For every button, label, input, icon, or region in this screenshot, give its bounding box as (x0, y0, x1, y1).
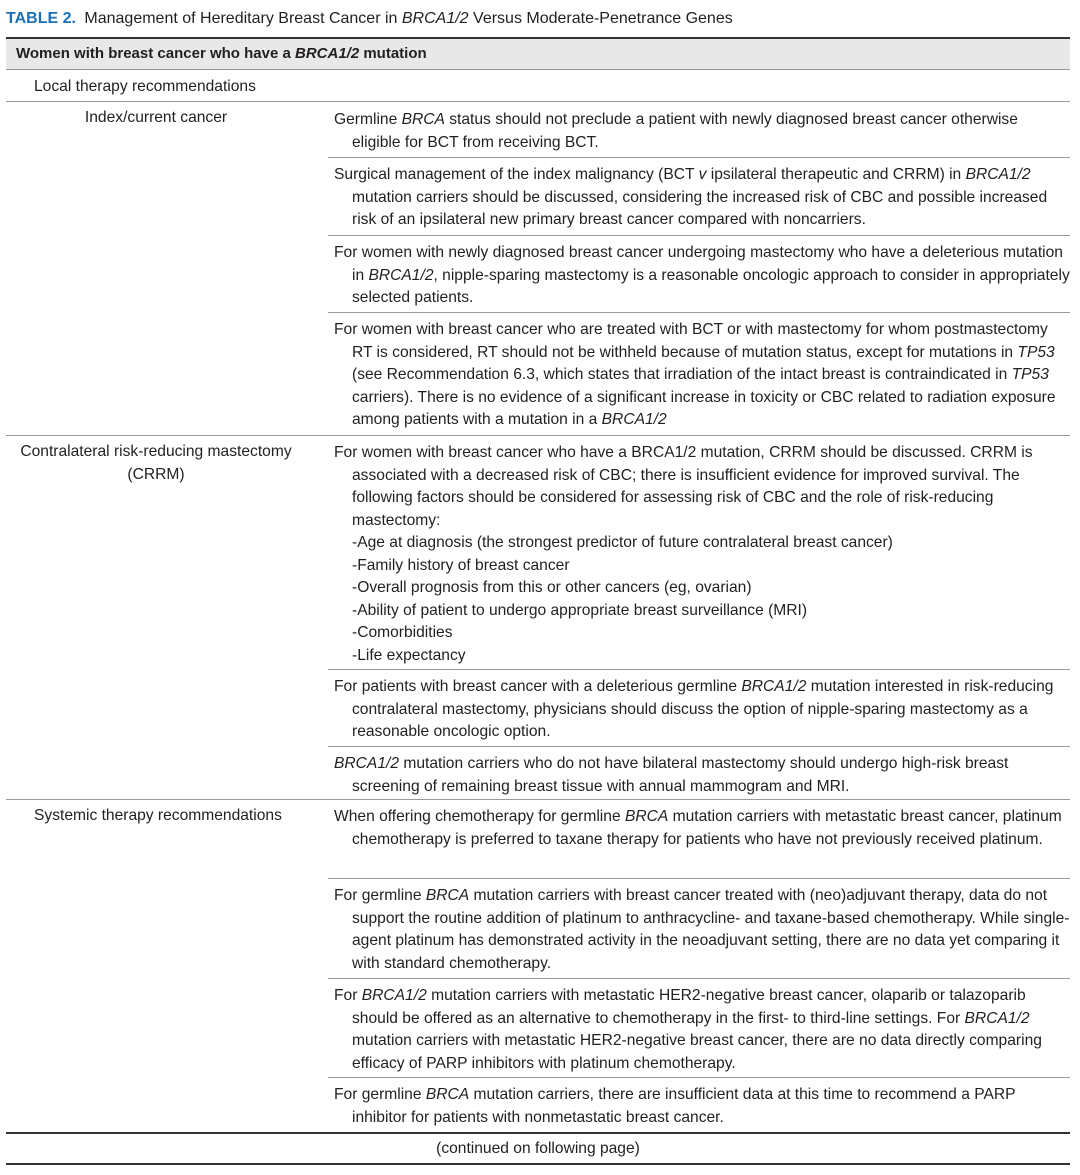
list-item: -Comorbidities (352, 624, 453, 641)
list-item: -Life expectancy (352, 646, 466, 664)
table-row-systemic (6, 800, 1070, 1132)
table-caption (6, 8, 733, 30)
recommendation-cell: For patients with breast cancer with a deleterious germline BRCA1/2 mutation interested in risk-reducing contralateral mastectomy, physicians should discuss the option of nipple-sparing mastectomy as a reasonable oncologic option. (334, 678, 1054, 740)
row-divider (328, 669, 1070, 670)
list-item: -Ability of patient to undergo appropriate breast surveillance (MRI) (352, 601, 808, 619)
recommendation-cell: BRCA1/2 mutation carriers who do not have bilateral mastectomy should undergo high-risk breast screening of remaining breast tissue with annual mammogram and MRI. (334, 755, 1009, 795)
recommendation-cell: For women with breast cancer who have a BRCA1/2 mutation, CRRM should be discussed. CRRM is associated with a decreased risk of CBC; there is insufficient evidence for improved survival. The following factors should be considered for assessing risk of CBC and the role of risk-reducing mastectomy: -Age at diagnosis (the strongest predictor of future contralateral breast cancer) -Family history of breast cancer -Overall prognosis from this or other cancers (eg, ovarian) -Ability of patient to undergo appropriate breast surveillance (MRI) -Comorbidities -Life expectancy (328, 438, 1070, 667)
section-header: Women with breast cancer who have a BRCA1/2 mutation (6, 39, 1070, 70)
page-bottom-rule (6, 1163, 1070, 1165)
table-bottom-rule (6, 1132, 1070, 1134)
recommendation-cell: For women with breast cancer who are treated with BCT or with mastectomy for whom postmastectomy RT is considered, RT should not be withheld because of mutation status, except for mutations in TP53 (see Recommendation 6.3, which states that irradiation of the intact breast is contraindicated in TP53 carriers). There is no evidence of a significant increase in toxicity or CBC related to radiation exposure among patients with a mutation in a BRCA1/2 (334, 321, 1056, 428)
local-therapy-label: Local therapy recommendations (34, 78, 256, 95)
recommendation-cell: For germline BRCA mutation carriers with breast cancer treated with (neo)adjuvant therapy, data do not support the routine addition of platinum to anthracycline- and taxane-based chemotherapy. While single-agent platinum has demonstrated activity in the neoadjuvant setting, there are no data yet comparing it with standard chemotherapy. (334, 887, 1070, 972)
row-divider (328, 157, 1070, 158)
table-label: TABLE 2. (6, 10, 76, 27)
factor-list (334, 532, 1070, 667)
table-row-crrm (6, 436, 1070, 798)
row-label-crrm: Contralateral risk-reducing mastectomy (CRRM) (20, 443, 292, 483)
row-divider (328, 1077, 1070, 1078)
local-therapy-heading (6, 70, 1070, 102)
row-label-systemic: Systemic therapy recommendations (34, 807, 282, 824)
recommendation-cell: For germline BRCA mutation carriers, there are insufficient data at this time to recommend a PARP inhibitor for patients with nonmetastatic breast cancer. (334, 1086, 1016, 1126)
recommendation-cell: For women with newly diagnosed breast cancer undergoing mastectomy who have a deleterious mutation in BRCA1/2, nipple-sparing mastectomy is a reasonable oncologic approach to consider in appropriately selected patients. (334, 244, 1070, 306)
recommendation-cell: When offering chemotherapy for germline BRCA mutation carriers with metastatic breast cancer, platinum chemotherapy is preferred to taxane therapy for patients who have not previously received platinum. (334, 808, 1062, 848)
list-item: -Overall prognosis from this or other cancers (eg, ovarian) (352, 579, 752, 596)
row-divider (328, 878, 1070, 879)
list-item: -Age at diagnosis (the strongest predictor of future contralateral breast cancer) (352, 534, 893, 551)
row-divider (328, 978, 1070, 979)
row-divider (328, 312, 1070, 313)
recommendation-cell: Surgical management of the index malignancy (BCT v ipsilateral therapeutic and CRRM) in BRCA1/2 mutation carriers should be discussed, considering the increased risk of CBC and possible increased risk of an ipsilateral new primary breast cancer compared with noncarriers. (334, 166, 1048, 228)
row-label-index-cancer: Index/current cancer (84, 109, 228, 126)
table-title: Management of Hereditary Breast Cancer in BRCA1/2 Versus Moderate-Penetrance Genes (84, 10, 733, 27)
recommendation-cell: Germline BRCA status should not preclude a patient with newly diagnosed breast cancer otherwise eligible for BCT from receiving BCT. (334, 111, 1018, 151)
recommendation-cell: For BRCA1/2 mutation carriers with metastatic HER2-negative breast cancer, olaparib or talazoparib should be offered as an alternative to chemotherapy in the first- to third-line settings. For BRCA1/2 mutation carriers with metastatic HER2-negative breast cancer, there are no data directly comparing efficacy of PARP inhibitors with platinum chemotherapy. (334, 987, 1042, 1072)
continued-note: (continued on following page) (436, 1140, 640, 1157)
table-row-index-cancer (6, 102, 1070, 435)
row-divider (328, 746, 1070, 747)
list-item: -Family history of breast cancer (352, 556, 570, 574)
row-divider (328, 235, 1070, 236)
